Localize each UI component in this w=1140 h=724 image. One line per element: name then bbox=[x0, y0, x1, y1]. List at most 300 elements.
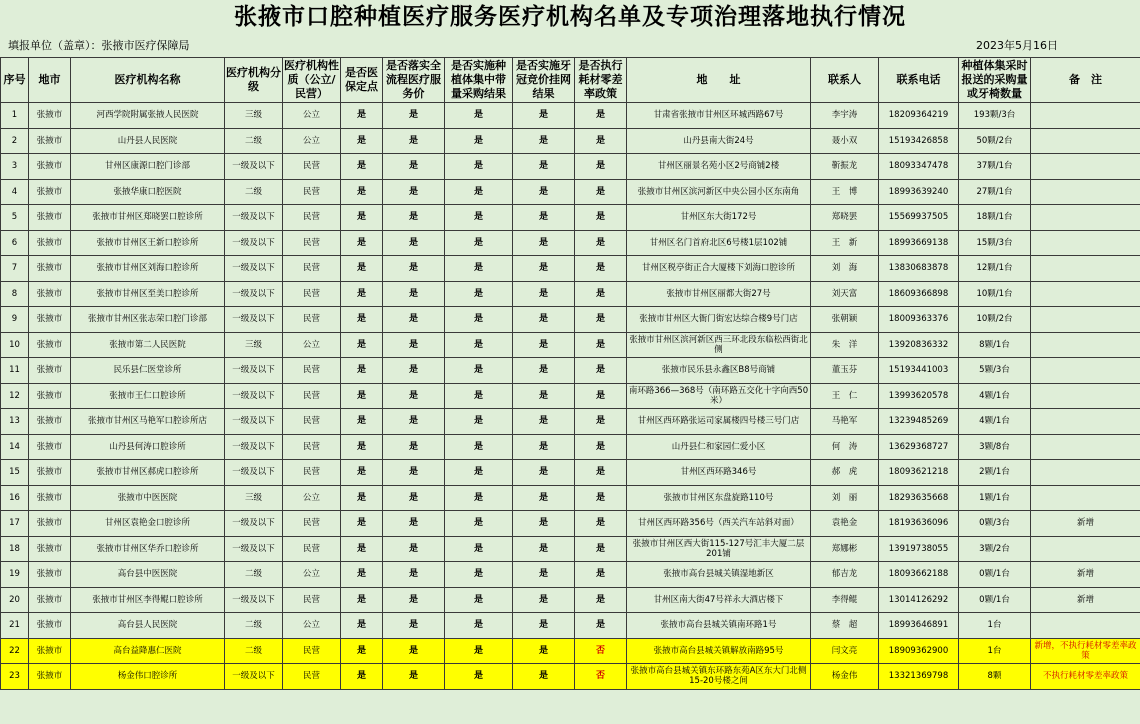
table-cell: 甘州区西环路张运司家属楼四号楼三号门店 bbox=[627, 409, 811, 435]
table-cell bbox=[1031, 179, 1140, 205]
table-cell: 张掖市甘州区王新口腔诊所 bbox=[71, 230, 225, 256]
table-cell: 是 bbox=[341, 103, 383, 129]
table-cell: 张掖市 bbox=[29, 587, 71, 613]
table-cell: 何 涛 bbox=[811, 434, 879, 460]
table-cell: 是 bbox=[513, 128, 575, 154]
table-cell: 是 bbox=[575, 485, 627, 511]
table-cell: 是 bbox=[383, 587, 445, 613]
page-title: 张掖市口腔种植医疗服务医疗机构名单及专项治理落地执行情况 bbox=[234, 3, 906, 30]
table-cell: 15193426858 bbox=[879, 128, 959, 154]
table-cell: 是 bbox=[445, 562, 513, 588]
table-cell: 张掖市 bbox=[29, 332, 71, 358]
table-cell: 一级及以下 bbox=[225, 205, 283, 231]
table-cell: 是 bbox=[383, 536, 445, 562]
table-cell: 8颗 bbox=[959, 664, 1031, 690]
table-cell: 二级 bbox=[225, 562, 283, 588]
table-cell: 13993620578 bbox=[879, 383, 959, 409]
table-cell: 是 bbox=[341, 179, 383, 205]
table-row bbox=[1, 434, 1140, 460]
table-cell: 1台 bbox=[959, 638, 1031, 664]
table-cell: 是 bbox=[513, 230, 575, 256]
table-cell bbox=[1031, 358, 1140, 384]
table-row bbox=[1, 460, 1140, 486]
table-cell: 张掖市甘州区郝虎口腔诊所 bbox=[71, 460, 225, 486]
header-cell: 是否落实全流程医疗服务价 bbox=[383, 58, 445, 103]
table-cell: 是 bbox=[575, 205, 627, 231]
table-cell: 1颗/1台 bbox=[959, 485, 1031, 511]
table-cell: 否 bbox=[575, 664, 627, 690]
table-cell: 一级及以下 bbox=[225, 460, 283, 486]
table-cell: 22 bbox=[1, 638, 29, 664]
table-cell: 是 bbox=[341, 409, 383, 435]
table-cell: 是 bbox=[513, 103, 575, 129]
table-cell: 是 bbox=[575, 154, 627, 180]
table-cell: 刘 丽 bbox=[811, 485, 879, 511]
table-cell: 张掖市高台县城关镇湿地新区 bbox=[627, 562, 811, 588]
table-cell: 张掖市 bbox=[29, 281, 71, 307]
table-cell: 是 bbox=[445, 307, 513, 333]
table-cell: 刘 海 bbox=[811, 256, 879, 282]
table-cell: 是 bbox=[383, 409, 445, 435]
table-cell: 是 bbox=[383, 154, 445, 180]
table-cell: 10颗/1台 bbox=[959, 281, 1031, 307]
table-cell: 杨金伟 bbox=[811, 664, 879, 690]
table-cell: 是 bbox=[445, 511, 513, 537]
table-cell: 甘州区丽景名苑小区2号商铺2楼 bbox=[627, 154, 811, 180]
table-cell: 是 bbox=[513, 383, 575, 409]
table-cell: 13830683878 bbox=[879, 256, 959, 282]
table-cell: 公立 bbox=[283, 128, 341, 154]
table-cell: 高台县人民医院 bbox=[71, 613, 225, 639]
table-cell: 3颗/8台 bbox=[959, 434, 1031, 460]
table-cell: 是 bbox=[513, 179, 575, 205]
table-cell: 是 bbox=[445, 281, 513, 307]
table-cell: 是 bbox=[445, 460, 513, 486]
table-cell: 是 bbox=[575, 281, 627, 307]
table-cell: 新增 bbox=[1031, 587, 1140, 613]
table-cell: 15 bbox=[1, 460, 29, 486]
table-cell: 民营 bbox=[283, 460, 341, 486]
table-cell: 民营 bbox=[283, 230, 341, 256]
header-cell: 种植体集采时报送的采购量或牙椅数量 bbox=[959, 58, 1031, 103]
table-cell bbox=[1031, 154, 1140, 180]
table-cell: 是 bbox=[341, 587, 383, 613]
table-cell: 是 bbox=[383, 332, 445, 358]
table-cell: 是 bbox=[341, 383, 383, 409]
table-cell: 是 bbox=[575, 256, 627, 282]
table-cell: 是 bbox=[341, 664, 383, 690]
table-cell: 是 bbox=[445, 434, 513, 460]
table-cell: 民营 bbox=[283, 205, 341, 231]
table-cell: 18609366898 bbox=[879, 281, 959, 307]
table-cell: 张掖华康口腔医院 bbox=[71, 179, 225, 205]
table-cell: 张掖市 bbox=[29, 103, 71, 129]
table-row bbox=[1, 256, 1140, 282]
header-cell: 医疗机构性质（公立/民营） bbox=[283, 58, 341, 103]
header-cell: 是否执行耗材零差率政策 bbox=[575, 58, 627, 103]
table-cell: 是 bbox=[513, 511, 575, 537]
table-cell: 0颗/1台 bbox=[959, 562, 1031, 588]
table-row bbox=[1, 638, 1140, 664]
table-cell: 聂小双 bbox=[811, 128, 879, 154]
table-cell: 郝 虎 bbox=[811, 460, 879, 486]
table-cell: 是 bbox=[383, 179, 445, 205]
table-cell: 山丹县何涛口腔诊所 bbox=[71, 434, 225, 460]
header-cell: 是否医保定点 bbox=[341, 58, 383, 103]
table-cell: 二级 bbox=[225, 638, 283, 664]
table-cell: 是 bbox=[445, 638, 513, 664]
table-cell: 民营 bbox=[283, 409, 341, 435]
table-cell: 二级 bbox=[225, 179, 283, 205]
table-cell: 郁吉龙 bbox=[811, 562, 879, 588]
table-cell: 是 bbox=[513, 281, 575, 307]
table-cell: 是 bbox=[341, 613, 383, 639]
table-cell: 是 bbox=[513, 638, 575, 664]
table-cell: 是 bbox=[445, 383, 513, 409]
table-cell: 一级及以下 bbox=[225, 511, 283, 537]
table-cell: 12 bbox=[1, 383, 29, 409]
table-row bbox=[1, 205, 1140, 231]
table-cell: 民营 bbox=[283, 587, 341, 613]
table-cell: 一级及以下 bbox=[225, 281, 283, 307]
table-cell: 18009363376 bbox=[879, 307, 959, 333]
table-cell: 刘天富 bbox=[811, 281, 879, 307]
table-cell: 靳振龙 bbox=[811, 154, 879, 180]
table-cell: 是 bbox=[383, 638, 445, 664]
table-cell: 一级及以下 bbox=[225, 434, 283, 460]
table-cell: 甘肃省张掖市甘州区环城西路67号 bbox=[627, 103, 811, 129]
table-cell: 高台益降惠仁医院 bbox=[71, 638, 225, 664]
table-row bbox=[1, 613, 1140, 639]
table-row bbox=[1, 587, 1140, 613]
table-cell: 甘州区名门首府北区6号楼1层102铺 bbox=[627, 230, 811, 256]
table-cell: 13 bbox=[1, 409, 29, 435]
table-cell: 13920836332 bbox=[879, 332, 959, 358]
table-cell: 是 bbox=[383, 613, 445, 639]
table-cell: 2 bbox=[1, 128, 29, 154]
table-cell: 0颗/1台 bbox=[959, 587, 1031, 613]
table-cell: 李得鲲 bbox=[811, 587, 879, 613]
table-cell: 0颗/3台 bbox=[959, 511, 1031, 537]
table-cell: 张掖市 bbox=[29, 256, 71, 282]
table-cell: 甘州区西环路346号 bbox=[627, 460, 811, 486]
reporting-unit: 填报单位（盖章）：张掖市医疗保障局 bbox=[8, 39, 190, 52]
table-cell: 朱 洋 bbox=[811, 332, 879, 358]
table-cell: 是 bbox=[383, 205, 445, 231]
table-cell: 张掖市第二人民医院 bbox=[71, 332, 225, 358]
header-cell: 序号 bbox=[1, 58, 29, 103]
table-row bbox=[1, 358, 1140, 384]
table-cell: 11 bbox=[1, 358, 29, 384]
table-cell: 王 博 bbox=[811, 179, 879, 205]
table-cell: 是 bbox=[383, 511, 445, 537]
table-cell: 是 bbox=[513, 664, 575, 690]
table-cell: 27颗/1台 bbox=[959, 179, 1031, 205]
table-cell: 一级及以下 bbox=[225, 409, 283, 435]
table-cell: 张掖市甘州区华乔口腔诊所 bbox=[71, 536, 225, 562]
table-cell: 民营 bbox=[283, 307, 341, 333]
table-cell: 马艳军 bbox=[811, 409, 879, 435]
table-cell: 是 bbox=[445, 664, 513, 690]
table-cell: 5 bbox=[1, 205, 29, 231]
table-cell: 是 bbox=[341, 536, 383, 562]
table-cell: 杨金伟口腔诊所 bbox=[71, 664, 225, 690]
table-cell: 是 bbox=[383, 230, 445, 256]
table-cell: 13919738055 bbox=[879, 536, 959, 562]
table-cell: 张掖市高台县城关镇东环路东苑A区东大门北侧15-20号楼之间 bbox=[627, 664, 811, 690]
table-cell: 是 bbox=[575, 358, 627, 384]
table-cell: 8 bbox=[1, 281, 29, 307]
table-cell: 是 bbox=[575, 434, 627, 460]
table-cell: 是 bbox=[575, 179, 627, 205]
table-cell: 不执行耗材零差率政策 bbox=[1031, 664, 1140, 690]
table-cell: 张掖市中医医院 bbox=[71, 485, 225, 511]
table-cell: 9 bbox=[1, 307, 29, 333]
table-cell: 张掖市 bbox=[29, 562, 71, 588]
table-cell: 甘州区西环路356号（西关汽车站斜对面） bbox=[627, 511, 811, 537]
table-cell: 是 bbox=[383, 562, 445, 588]
table-cell: 三级 bbox=[225, 103, 283, 129]
table-cell bbox=[1031, 103, 1140, 129]
table-cell: 是 bbox=[445, 128, 513, 154]
table-row bbox=[1, 485, 1140, 511]
table-cell: 郑娜彬 bbox=[811, 536, 879, 562]
header-cell: 联系人 bbox=[811, 58, 879, 103]
table-cell: 23 bbox=[1, 664, 29, 690]
table-cell: 13014126292 bbox=[879, 587, 959, 613]
table-cell: 是 bbox=[445, 205, 513, 231]
table-cell: 20 bbox=[1, 587, 29, 613]
table-cell: 13239485269 bbox=[879, 409, 959, 435]
table-cell: 是 bbox=[575, 613, 627, 639]
table-cell: 是 bbox=[445, 409, 513, 435]
table-cell: 是 bbox=[445, 332, 513, 358]
table-cell: 是 bbox=[341, 128, 383, 154]
table-cell: 是 bbox=[341, 332, 383, 358]
table-cell: 是 bbox=[341, 434, 383, 460]
table-cell: 18颗/1台 bbox=[959, 205, 1031, 231]
table-cell: 21 bbox=[1, 613, 29, 639]
table-cell: 民乐县仁医堂诊所 bbox=[71, 358, 225, 384]
table-cell: 是 bbox=[445, 230, 513, 256]
table-cell: 是 bbox=[445, 256, 513, 282]
table-row bbox=[1, 332, 1140, 358]
table-cell: 是 bbox=[513, 562, 575, 588]
table-cell: 是 bbox=[513, 307, 575, 333]
table-cell: 董玉芬 bbox=[811, 358, 879, 384]
table-cell: 18093347478 bbox=[879, 154, 959, 180]
table-cell: 是 bbox=[341, 281, 383, 307]
table-cell: 一级及以下 bbox=[225, 664, 283, 690]
table-cell bbox=[1031, 409, 1140, 435]
table-cell: 李宇涛 bbox=[811, 103, 879, 129]
table-cell: 张掖市高台县城关镇南环路1号 bbox=[627, 613, 811, 639]
table-cell: 新增，不执行耗材零差率政策 bbox=[1031, 638, 1140, 664]
table-row bbox=[1, 103, 1140, 129]
table-cell: 新增 bbox=[1031, 562, 1140, 588]
table-cell: 张掖市 bbox=[29, 307, 71, 333]
report-date: 2023年5月16日 bbox=[976, 39, 1058, 52]
table-row bbox=[1, 409, 1140, 435]
table-cell: 18193636096 bbox=[879, 511, 959, 537]
table-cell: 王 新 bbox=[811, 230, 879, 256]
table-cell: 8颗/1台 bbox=[959, 332, 1031, 358]
table-cell: 民营 bbox=[283, 154, 341, 180]
table-cell: 19 bbox=[1, 562, 29, 588]
table-cell: 是 bbox=[341, 205, 383, 231]
table-cell: 张朝颖 bbox=[811, 307, 879, 333]
table-cell: 18909362900 bbox=[879, 638, 959, 664]
table-cell: 张掖市 bbox=[29, 511, 71, 537]
table-cell: 三级 bbox=[225, 485, 283, 511]
table-cell: 是 bbox=[341, 307, 383, 333]
table-cell: 10 bbox=[1, 332, 29, 358]
table-row bbox=[1, 511, 1140, 537]
table-cell: 公立 bbox=[283, 332, 341, 358]
table-cell: 18093621218 bbox=[879, 460, 959, 486]
table-cell: 山丹县南大街24号 bbox=[627, 128, 811, 154]
table-cell: 是 bbox=[341, 154, 383, 180]
table-cell: 1台 bbox=[959, 613, 1031, 639]
table-cell: 民营 bbox=[283, 281, 341, 307]
table-cell: 山丹县仁和家园仁爱小区 bbox=[627, 434, 811, 460]
header-cell: 医疗机构名称 bbox=[71, 58, 225, 103]
table-cell: 是 bbox=[445, 358, 513, 384]
table-cell bbox=[1031, 434, 1140, 460]
table-cell: 民营 bbox=[283, 358, 341, 384]
table-cell: 否 bbox=[575, 638, 627, 664]
table-cell: 是 bbox=[341, 511, 383, 537]
table-cell: 是 bbox=[445, 179, 513, 205]
table-cell: 是 bbox=[445, 587, 513, 613]
table-cell: 张掖市甘州区滨河新区中央公园小区东南角 bbox=[627, 179, 811, 205]
table-cell: 是 bbox=[445, 103, 513, 129]
table-cell bbox=[1031, 256, 1140, 282]
table-cell: 张掖市甘州区西大街115-127号汇丰大厦二层201铺 bbox=[627, 536, 811, 562]
table-cell: 是 bbox=[445, 154, 513, 180]
table-cell: 公立 bbox=[283, 562, 341, 588]
table-cell: 是 bbox=[383, 307, 445, 333]
table-cell: 是 bbox=[341, 230, 383, 256]
table-row bbox=[1, 536, 1140, 562]
table-cell: 是 bbox=[341, 485, 383, 511]
table-cell: 是 bbox=[513, 485, 575, 511]
table-cell: 15569937505 bbox=[879, 205, 959, 231]
table-cell: 13629368727 bbox=[879, 434, 959, 460]
table-cell: 14 bbox=[1, 434, 29, 460]
table-cell: 甘州区康源口腔门诊部 bbox=[71, 154, 225, 180]
table-cell: 是 bbox=[513, 332, 575, 358]
table-cell: 张掖市甘州区张志荣口腔门诊部 bbox=[71, 307, 225, 333]
table-cell: 37颗/1台 bbox=[959, 154, 1031, 180]
table-cell bbox=[1031, 230, 1140, 256]
table-cell: 是 bbox=[575, 587, 627, 613]
table-cell: 一级及以下 bbox=[225, 307, 283, 333]
table-cell: 张掖市 bbox=[29, 664, 71, 690]
table-cell bbox=[1031, 383, 1140, 409]
table-cell bbox=[1031, 307, 1140, 333]
table-cell: 7 bbox=[1, 256, 29, 282]
table-cell: 张掖市 bbox=[29, 536, 71, 562]
table-cell: 15颗/3台 bbox=[959, 230, 1031, 256]
table-cell bbox=[1031, 613, 1140, 639]
table-cell: 民营 bbox=[283, 511, 341, 537]
table-cell: 公立 bbox=[283, 613, 341, 639]
table-row bbox=[1, 664, 1140, 690]
table-cell bbox=[1031, 205, 1140, 231]
table-row bbox=[1, 128, 1140, 154]
table-cell: 是 bbox=[575, 536, 627, 562]
table-cell: 50颗/2台 bbox=[959, 128, 1031, 154]
table-row bbox=[1, 154, 1140, 180]
header-row bbox=[1, 58, 1140, 103]
table-cell: 张掖市 bbox=[29, 128, 71, 154]
table-cell: 5颗/3台 bbox=[959, 358, 1031, 384]
table-cell: 4 bbox=[1, 179, 29, 205]
table-row bbox=[1, 179, 1140, 205]
table-cell: 甘州区南大街47号祥永大酒店楼下 bbox=[627, 587, 811, 613]
table-row bbox=[1, 562, 1140, 588]
table-cell: 是 bbox=[383, 383, 445, 409]
table-cell: 民营 bbox=[283, 256, 341, 282]
table-cell: 15193441003 bbox=[879, 358, 959, 384]
table-cell: 张掖市民乐县永鑫区B8号商铺 bbox=[627, 358, 811, 384]
table-cell: 张掖市 bbox=[29, 460, 71, 486]
table-cell: 是 bbox=[575, 562, 627, 588]
table-cell: 张掖市高台县城关镇解放南路95号 bbox=[627, 638, 811, 664]
table-cell: 是 bbox=[513, 205, 575, 231]
table-cell: 是 bbox=[383, 485, 445, 511]
table-cell: 张掖市 bbox=[29, 613, 71, 639]
table-cell: 张掖市 bbox=[29, 154, 71, 180]
header-cell: 联系电话 bbox=[879, 58, 959, 103]
table-cell: 张掖市甘州区刘海口腔诊所 bbox=[71, 256, 225, 282]
table-cell: 是 bbox=[383, 281, 445, 307]
table-cell: 是 bbox=[341, 358, 383, 384]
table-cell: 河西学院附属张掖人民医院 bbox=[71, 103, 225, 129]
table-cell: 张掖市甘州区至美口腔诊所 bbox=[71, 281, 225, 307]
table-cell: 闫文亮 bbox=[811, 638, 879, 664]
table-cell: 是 bbox=[383, 128, 445, 154]
header-cell: 是否实施种植体集中带量采购结果 bbox=[445, 58, 513, 103]
table-cell: 张掖市甘州区郑晓罢口腔诊所 bbox=[71, 205, 225, 231]
table-cell: 是 bbox=[341, 460, 383, 486]
table-row bbox=[1, 230, 1140, 256]
table-cell: 张掖市甘州区大衙门街宏达综合楼9号门店 bbox=[627, 307, 811, 333]
table-cell: 山丹县人民医院 bbox=[71, 128, 225, 154]
table-cell: 是 bbox=[383, 664, 445, 690]
table-cell: 1 bbox=[1, 103, 29, 129]
table-cell: 是 bbox=[513, 256, 575, 282]
table-cell: 蔡 超 bbox=[811, 613, 879, 639]
table-cell: 民营 bbox=[283, 179, 341, 205]
table-cell: 高台县中医医院 bbox=[71, 562, 225, 588]
table-cell: 18 bbox=[1, 536, 29, 562]
table-cell: 18293635668 bbox=[879, 485, 959, 511]
table-cell: 是 bbox=[383, 460, 445, 486]
table-cell: 一级及以下 bbox=[225, 383, 283, 409]
table-cell: 4颗/1台 bbox=[959, 383, 1031, 409]
table-cell: 张掖市 bbox=[29, 179, 71, 205]
table-cell: 公立 bbox=[283, 485, 341, 511]
table-cell: 193颗/3台 bbox=[959, 103, 1031, 129]
table-cell: 张掖市王仁口腔诊所 bbox=[71, 383, 225, 409]
table-cell: 是 bbox=[341, 638, 383, 664]
table-cell: 是 bbox=[445, 536, 513, 562]
table-cell: 是 bbox=[513, 358, 575, 384]
header-cell: 医疗机构分级 bbox=[225, 58, 283, 103]
table-cell: 是 bbox=[341, 562, 383, 588]
